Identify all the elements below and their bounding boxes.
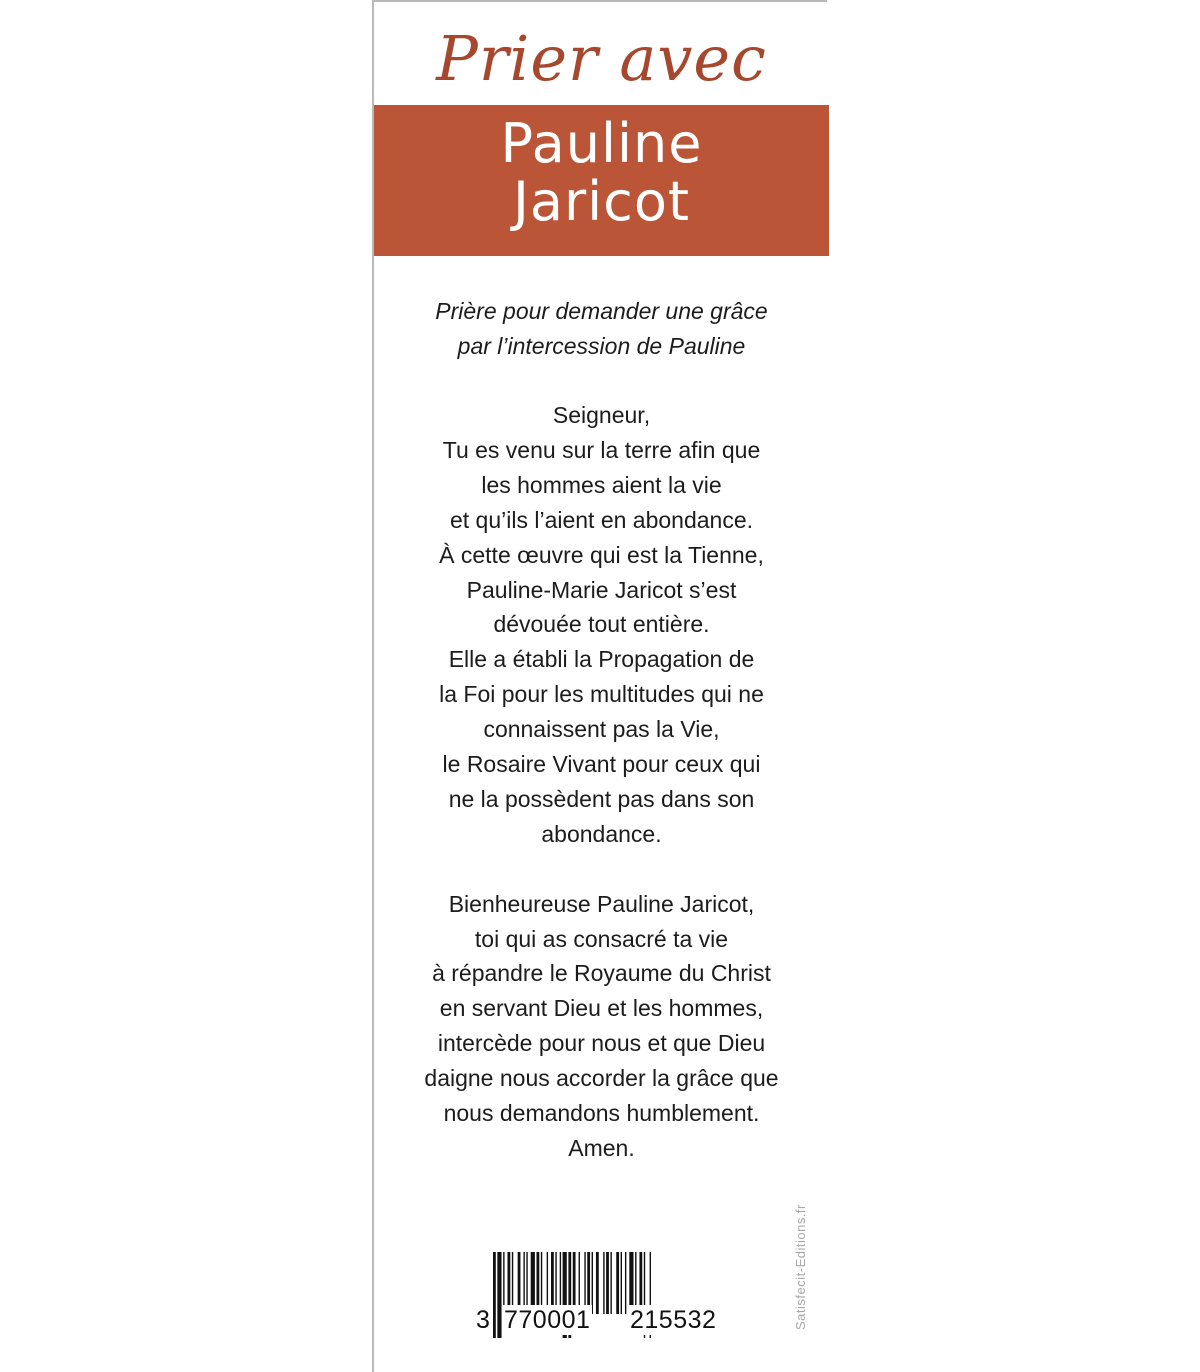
subtitle-line1: Prière pour demander une grâce xyxy=(435,298,768,324)
stanza-gap xyxy=(374,852,829,887)
prayer-line: nous demandons humblement. xyxy=(443,1100,760,1127)
barcode-right-digits: 215532 xyxy=(630,1306,717,1334)
prayer-line: les hommes aient la vie xyxy=(481,471,722,498)
prayer-line: toi qui as consacré ta vie xyxy=(474,925,729,952)
prayer-line: daigne nous accorder la grâce que xyxy=(424,1065,779,1092)
prayer-bookmark xyxy=(372,0,827,1372)
script-title: Prier avec xyxy=(436,22,767,95)
barcode-left-digits: 770001 xyxy=(504,1306,591,1334)
prayer-line: à répandre le Royaume du Christ xyxy=(432,960,771,987)
prayer-line: Elle a établi la Propagation de xyxy=(448,646,755,673)
prayer-text xyxy=(374,398,829,1166)
barcode-first-digit: 3 xyxy=(476,1306,491,1334)
publisher-credit: Satisfecit-Editions.fr xyxy=(793,1204,808,1330)
prayer-line: connaissent pas la Vie, xyxy=(483,716,720,743)
prayer-line: dévouée tout entière. xyxy=(493,611,710,638)
prayer-line: Amen. xyxy=(568,1135,635,1162)
prayer-line: Bienheureuse Pauline Jaricot, xyxy=(448,890,755,917)
prayer-line: Seigneur, xyxy=(552,402,651,428)
prayer-line: À cette œuvre qui est la Tienne, xyxy=(439,541,764,568)
prayer-line: le Rosaire Vivant pour ceux qui xyxy=(442,751,761,778)
prayer-line: ne la possèdent pas dans son xyxy=(448,785,755,812)
prayer-line: Pauline-Marie Jaricot s’est xyxy=(466,576,737,603)
prayer-line: abondance. xyxy=(541,820,662,847)
saint-name xyxy=(374,112,829,233)
prayer-line: et qu’ils l’aient en abondance. xyxy=(449,506,754,533)
prayer-subtitle xyxy=(374,294,829,364)
saint-name-line2: Jaricot xyxy=(512,170,691,233)
prayer-line: la Foi pour les multitudes qui ne xyxy=(439,681,764,708)
title-band xyxy=(374,105,829,256)
saint-name-line1: Pauline xyxy=(500,112,703,175)
prayer-line: Tu es venu sur la terre afin que xyxy=(442,436,761,463)
subtitle-line2: par l’intercession de Pauline xyxy=(457,333,746,359)
prayer-line: intercède pour nous et que Dieu xyxy=(437,1030,766,1057)
prayer-line: en servant Dieu et les hommes, xyxy=(439,995,764,1022)
